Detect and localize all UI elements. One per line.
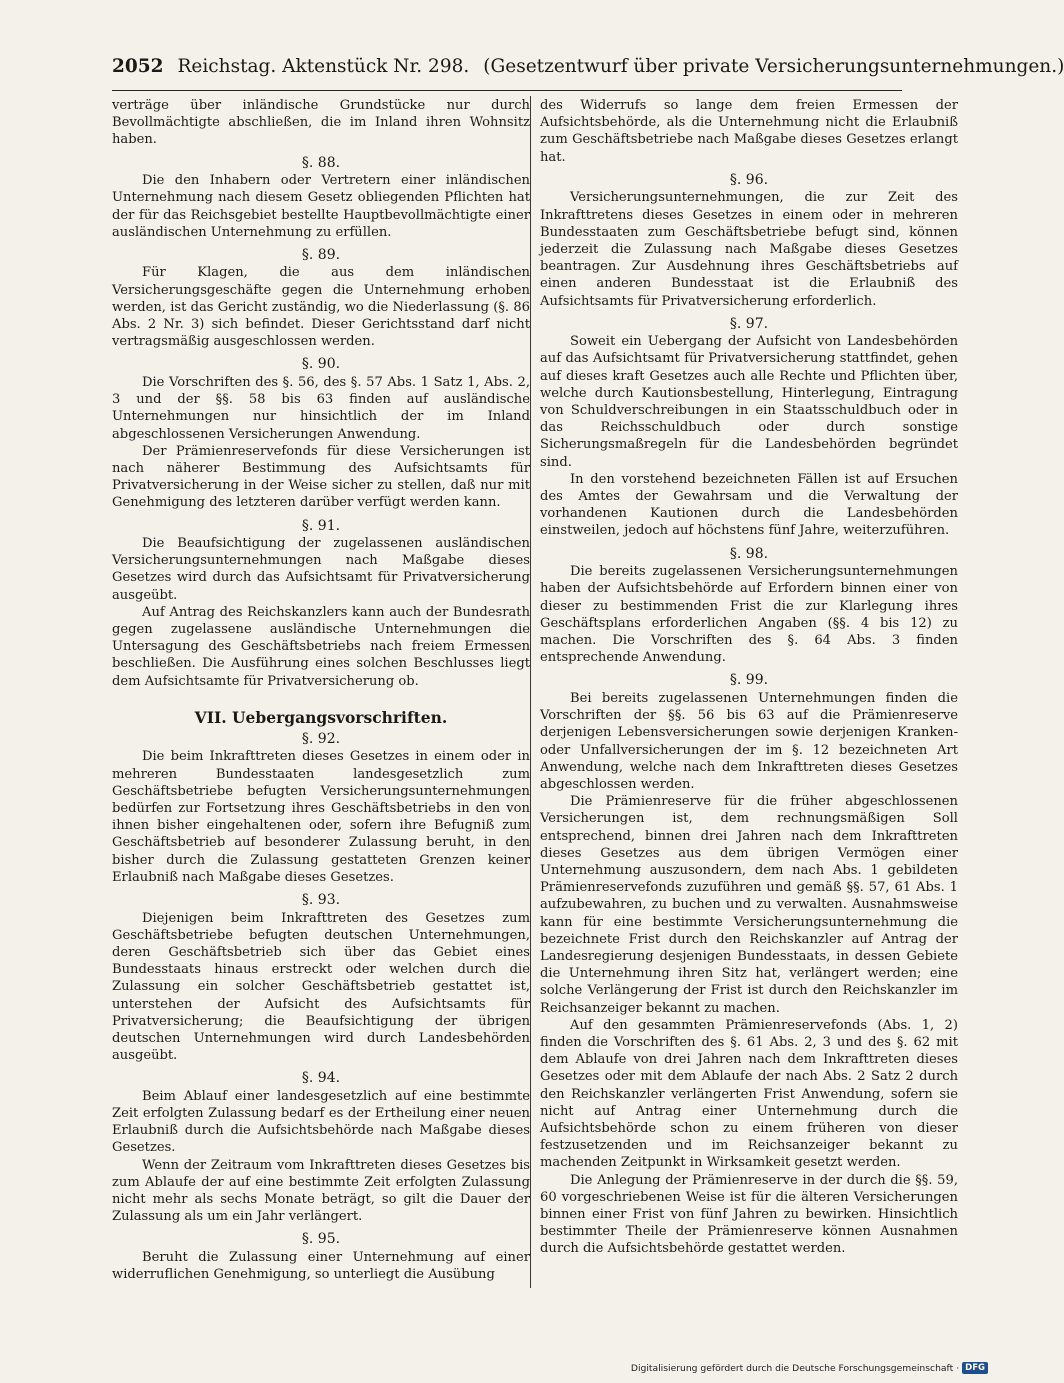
paragraph: Beim Ablauf einer landesgesetzlich auf eine bestimmte Zeit erfolgten Zulassung bedarf es der Ertheilung einer neuen Erlaubniß durch die Aufsichtsbehörde nach Maßgabe dieses Gesetzes.: [112, 1088, 530, 1156]
section-heading: §. 89.: [301, 246, 341, 263]
paragraph: Der Prämienreservefonds für diese Versicherungen ist nach näherer Bestimmung des Aufsichtsamts für Privatversicherung in der Weise sicher zu stellen, daß nur mit Genehmigung des letzteren darüber verfügt werden kann.: [112, 443, 530, 511]
section-heading: §. 92.: [301, 730, 341, 747]
paragraph: Bei bereits zugelassenen Unternehmungen finden die Vorschriften der §§. 56 bis 63 auf die Prämienreserve derjenigen Lebensversicherungen sowie derjenigen Kranken- oder Unfallversicherungen der im §. 12 bezeichneten Art Anwendung, welche nach dem Inkrafttreten dieses Gesetzes abgeschlossen werden.: [540, 690, 958, 792]
section-heading: §. 88.: [301, 154, 341, 171]
paragraph: Auf den gesammten Prämienreservefonds (Abs. 1, 2) finden die Vorschriften des §. 61 Abs. 2, 3 und des §. 62 mit dem Ablaufe von drei Jahren nach dem Inkrafttreten dieses Gesetzes oder mit dem Ablaufe der nach Abs. 2 Satz 2 durch den Reichskanzler verlängerten Frist Anwendung, sofern sie nicht auf Antrag einer Unternehmung durch die Aufsichtsbehörde schon zu einem früheren von dieser festzusetzenden und im Reichsanzeiger bekannt zu machenden Zeitpunkt in Wirksamkeit gesetzt werden.: [540, 1017, 958, 1171]
credit-text: Digitalisierung gefördert durch die Deutsche Forschungsgemeinschaft: [630, 1362, 954, 1374]
section-heading: §. 97.: [729, 315, 769, 332]
running-subtitle: (Gesetzentwurf über private Versicherungsunternehmungen.): [483, 56, 1064, 77]
section-heading: §. 96.: [729, 171, 769, 188]
paragraph: Die Anlegung der Prämienreserve in der durch die §§. 59, 60 vorgeschriebenen Weise ist für die älteren Versicherungen binnen einer Frist von fünf Jahren zu bewirken. Hinsichtlich bestimmter Theile der Prämienreserve können Ausnahmen durch die Aufsichtsbehörde gestattet werden.: [540, 1172, 958, 1257]
column-divider: [530, 96, 531, 1288]
paragraph: Diejenigen beim Inkrafttreten des Gesetzes zum Geschäftsbetriebe befugten deutschen Unternehmungen, deren Geschäftsbetrieb sich über das Gebiet eines Bundesstaats hinaus erstreckt oder welchen durch die Zulassung ein solcher Geschäftsbetrieb gestattet ist, unterstehen der Aufsicht des Aufsichtsamts für Privatversicherung; die Beaufsichtigung der übrigen deutschen Unternehmungen wird durch Landesbehörden ausgeübt.: [112, 910, 530, 1064]
paragraph: Für Klagen, die aus dem inländischen Versicherungsgeschäfte gegen die Unternehmung erhoben werden, ist das Gericht zuständig, wo die Niederlassung (§. 86 Abs. 2 Nr. 3) sich befindet. Dieser Gerichtsstand darf nicht vertragsmäßig ausgeschlossen werden.: [112, 265, 530, 350]
paragraph: Die beim Inkrafttreten dieses Gesetzes in einem oder in mehreren Bundesstaaten landesgesetzlich zum Geschäftsbetriebe befugten Versicherungsunternehmungen bedürfen zur Fortsetzung ihres Geschäftsbetriebs in den von ihnen bisher eingehaltenen oder, sofern ihre Befugniß zum Geschäftsbetrieb auf besonderer Zulassung beruht, in den bisher durch die Zulassung gestatteten Grenzen keiner Erlaubniß nach Maßgabe dieses Gesetzes.: [112, 749, 530, 885]
paragraph: Soweit ein Uebergang der Aufsicht von Landesbehörden auf das Aufsichtsamt für Privatversicherung stattfindet, gehen auf dieses kraft Gesetzes auch alle Rechte und Pflichten über, welche durch Kautionsbestellung, Hinterlegung, Eintragung von Schuldverschreibungen in ein Staatsschuldbuch oder in das Reichsschuldbuch oder durch sonstige Sicherungsmaßregeln für die Landesbehörden begründet sind.: [540, 334, 958, 470]
right-column: [540, 97, 958, 1258]
paragraph: des Widerrufs so lange dem freien Ermessen der Aufsichtsbehörde, als die Unternehmung nicht die Erlaubniß zum Geschäftsbetriebe nach Maßgabe dieses Gesetzes erlangt hat.: [540, 98, 958, 165]
section-heading: §. 93.: [301, 892, 341, 909]
paragraph: In den vorstehend bezeichneten Fällen ist auf Ersuchen des Amtes der Gewahrsam und die Verwaltung der vorhandenen Kautionen durch die Landesbehörden einstweilen, jedoch auf höchstens fünf Jahre, weiterzuführen.: [540, 471, 958, 539]
paragraph: Die Beaufsichtigung der zugelassenen ausländischen Versicherungsunternehmungen nach Maßgabe dieses Gesetzes wird durch das Aufsichtsamt für Privatversicherung ausgeübt.: [112, 536, 530, 603]
page-number: 2052: [112, 56, 164, 77]
paragraph: Auf Antrag des Reichskanzlers kann auch der Bundesrath gegen zugelassene ausländische Unternehmungen die Untersagung des Geschäftsbetriebs nach freiem Ermessen beschließen. Die Ausführung eines solchen Beschlusses liegt dem Aufsichtsamte für Privatversicherung ob.: [112, 604, 530, 689]
paragraph: Die bereits zugelassenen Versicherungsunternehmungen haben der Aufsichtsbehörde auf Erfordern binnen einer von dieser zu bestimmenden Frist die zur Klarlegung ihres Geschäftsplans erforderlichen Angaben (§§. 4 bis 12) zu machen. Die Vorschriften des §. 64 Abs. 3 finden entsprechende Anwendung.: [540, 564, 958, 666]
section-heading: §. 95.: [301, 1231, 341, 1248]
page-header: [112, 56, 1064, 91]
paragraph: Die den Inhabern oder Vertretern einer inländischen Unternehmung nach diesem Gesetz obliegenden Pflichten hat der für das Reichsgebiet bestellte Hauptbevollmächtigte einer ausländischen Unternehmung zu erfüllen.: [112, 173, 530, 240]
dfg-logo: DFG: [962, 1362, 988, 1374]
paragraph: Die Vorschriften des §. 56, des §. 57 Abs. 1 Satz 1, Abs. 2, 3 und der §§. 58 bis 63 finden auf ausländische Unternehmungen nur hinsichtlich der im Inland abgeschlossenen Versicherungen Anwendung.: [112, 374, 530, 442]
paragraph: verträge über inländische Grundstücke nur durch Bevollmächtigte abschließen, die im Inland ihren Wohnsitz haben.: [112, 98, 530, 148]
paragraph: Beruht die Zulassung einer Unternehmung auf einer widerruflichen Genehmigung, so unterliegt die Ausübung: [112, 1249, 530, 1283]
running-title: Reichstag. Aktenstück Nr. 298.: [177, 56, 470, 77]
chapter-heading: VII. Uebergangsvorschriften.: [194, 707, 448, 727]
paragraph: Die Prämienreserve für die früher abgeschlossenen Versicherungen ist, dem rechnungsmäßigen Soll entsprechend, binnen drei Jahren nach dem Inkrafttreten dieses Gesetzes aus dem übrigen Vermögen einer Unternehmung auszusondern, dem nach Abs. 1 gebildeten Prämienreservefonds zuzuführen und gemäß §§. 57, 61 Abs. 1 aufzubewahren, zu buchen und zu verwalten. Ausnahmsweise kann für eine bestimmte Versicherungsunternehmung die bezeichnete Frist durch den Reichskanzler auf Antrag der Landesregierung desjenigen Bundesstaats, in dessen Gebiete die Unternehmung ihren Sitz hat, verlängert werden; eine solche Verlängerung der Frist ist durch den Reichskanzler im Reichsanzeiger bekannt zu machen.: [540, 794, 958, 1016]
digitization-credit: Digitalisierung gefördert durch die Deutsche Forschungsgemeinschaft · DFG: [631, 1362, 988, 1374]
section-heading: §. 90.: [301, 356, 341, 373]
paragraph: Versicherungsunternehmungen, die zur Zeit des Inkrafttretens dieses Gesetzes in einem oder in mehreren Bundesstaaten zum Geschäftsbetriebe befugt sind, können jederzeit die Zulassung nach Maßgabe dieses Gesetzes beantragen. Zur Ausdehnung ihres Geschäftsbetriebs auf einen anderen Bundesstaat ist die Erlaubniß des Aufsichtsamts für Privatversicherung erforderlich.: [540, 190, 958, 309]
section-heading: §. 98.: [729, 545, 769, 562]
left-column: [112, 97, 530, 1283]
section-heading: §. 99.: [729, 672, 769, 689]
section-heading: §. 94.: [301, 1070, 341, 1087]
section-heading: §. 91.: [301, 517, 341, 534]
paragraph: Wenn der Zeitraum vom Inkrafttreten dieses Gesetzes bis zum Ablaufe der auf eine bestimmte Zeit erfolgten Zulassung nicht mehr als sechs Monate beträgt, so gilt die Dauer der Zulassung als um ein Jahr verlängert.: [112, 1157, 530, 1225]
